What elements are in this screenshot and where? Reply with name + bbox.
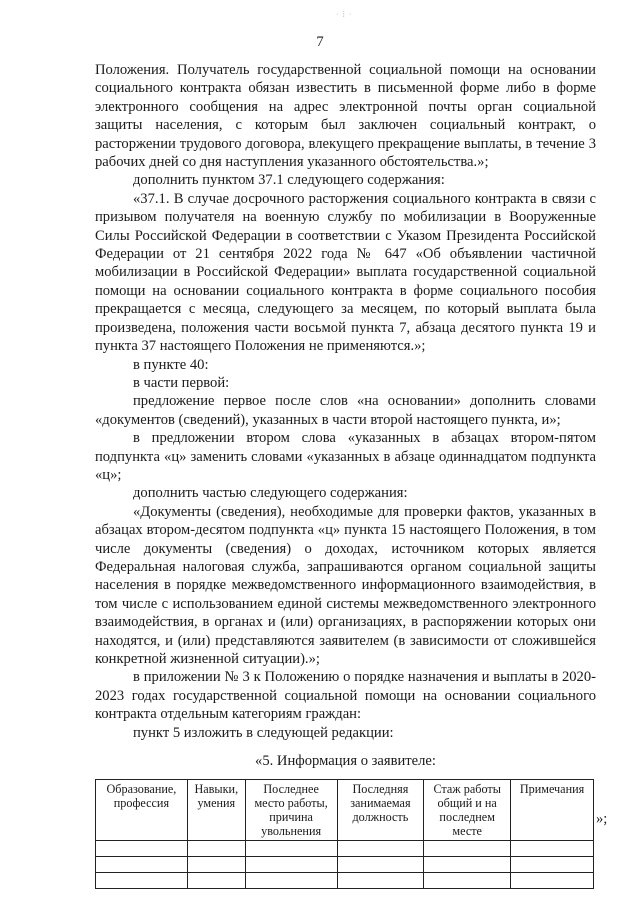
- paragraph: дополнить частью следующего содержания:: [133, 485, 408, 502]
- paragraph: в части первой:: [133, 374, 230, 391]
- column-header: Последнее место работы, причина увольнения: [245, 780, 337, 841]
- table-cell: [96, 857, 188, 873]
- table-cell: [337, 857, 424, 873]
- table-cell: [424, 841, 511, 857]
- table-row: [96, 841, 594, 857]
- paragraph: Положения. Получатель государственной социальной помощи на основании социального контракта обязан известить в письменной форме либо в форме электронного сообщения на адрес электронной почты орган социальной защиты населения, с которым был заключен социальный контракт, о расторжении трудового договора, влекущего прекращение выплаты, в течение 3 рабочих дней со дня наступления указанного обстоятельства.»;: [95, 62, 596, 171]
- table-cell: [96, 873, 188, 889]
- table-row: [96, 873, 594, 889]
- column-header: Последняя занимаемая должность: [337, 780, 424, 841]
- document-body: [95, 61, 596, 889]
- column-header: Образование, профессия: [96, 780, 188, 841]
- table-heading: «5. Информация о заявителе:: [255, 753, 436, 770]
- table-header-row: [96, 780, 594, 841]
- table-cell: [511, 873, 594, 889]
- scan-mark: · ⁞ ·: [336, 10, 353, 19]
- table-cell: [187, 841, 245, 857]
- paragraph: в приложении № 3 к Положению о порядке назначения и выплаты в 2020-2023 годах государственной социальной помощи на основании социального контракта отдельным категориям граждан:: [95, 669, 596, 723]
- table-cell: [511, 857, 594, 873]
- table-cell: [96, 841, 188, 857]
- table-row: [96, 857, 594, 873]
- paragraph: пункт 5 изложить в следующей редакции:: [133, 724, 394, 741]
- column-header: Примечания: [511, 780, 594, 841]
- applicant-info-table: [95, 779, 594, 889]
- column-header: Стаж работы общий и на последнем месте: [424, 780, 511, 841]
- paragraph: в пункте 40:: [133, 356, 209, 373]
- page-number: 7: [316, 34, 324, 50]
- table-cell: [245, 857, 337, 873]
- table-cell: [187, 857, 245, 873]
- paragraph: предложение первое после слов «на основании» дополнить словами «документов (сведений), указанных в части второй настоящего пункта, и»;: [95, 393, 596, 428]
- paragraph: в предложении втором слова «указанных в абзацах втором-пятом подпункта «ц» заменить словами «указанных в абзаце одиннадцатом подпункта «ц»;: [95, 430, 596, 483]
- paragraph: «Документы (сведения), необходимые для проверки фактов, указанных в абзацах втором-десятом подпункта «ц» пункта 15 настоящего Положения, в том числе документы (сведения) о доходах, источником которых является Федеральная налоговая служба, запрашиваются органом социальной защиты населения в порядке межведомственного информационного взаимодействия, в том числе с использованием единой системы межведомственного электронного взаимодействия, в органах и (или) организациях, в распоряжении которых они находятся, и (или) представляются заявителем (в зависимости от сложившейся конкретной жизненной ситуации).»;: [95, 503, 596, 667]
- table-cell: [511, 841, 594, 857]
- closing-quote: »;: [596, 811, 608, 827]
- paragraph: дополнить пунктом 37.1 следующего содержания:: [133, 172, 445, 189]
- table-cell: [337, 873, 424, 889]
- table-cell: [245, 873, 337, 889]
- table-cell: [424, 873, 511, 889]
- table-cell: [424, 857, 511, 873]
- table-cell: [187, 873, 245, 889]
- paragraph: «37.1. В случае досрочного расторжения социального контракта в связи с призывом получателя на военную службу по мобилизации в Вооруженные Силы Российской Федерации в соответствии с Указом Президента Российской Федерации от 21 сентября 2022 года № 647 «Об объявлении частичной мобилизации в Российской Федерации» выплата государственной социальной помощи на основании социального контракта в форме социального пособия прекращается с месяца, следующего за месяцем, по который выплата была произведена, положения части восьмой пункта 7, абзаца десятого пункта 19 и пункта 37 настоящего Положения не применяются.»;: [95, 190, 596, 355]
- column-header: Навыки, умения: [187, 780, 245, 841]
- table-cell: [337, 841, 424, 857]
- table-cell: [245, 841, 337, 857]
